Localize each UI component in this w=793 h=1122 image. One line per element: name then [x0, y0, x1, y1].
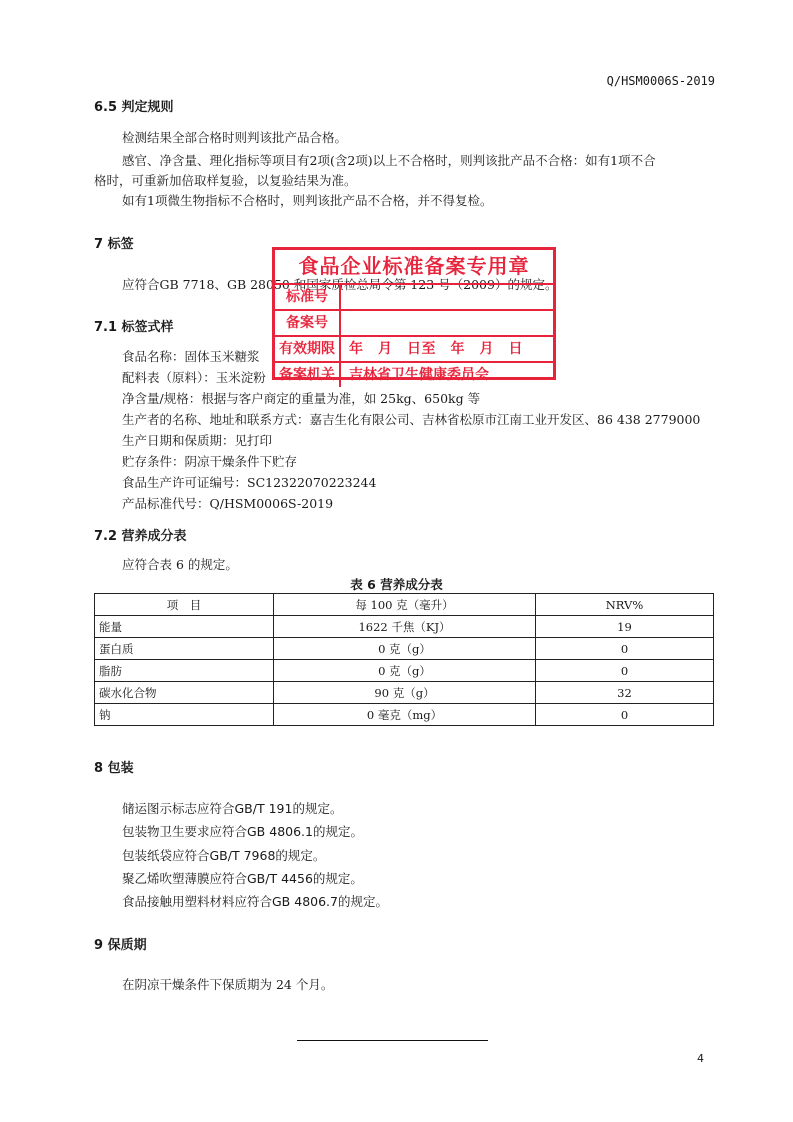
- table-header-row: [95, 594, 714, 616]
- stamp-value: [341, 285, 553, 309]
- table-cell: 脂肪: [95, 660, 274, 682]
- stamp-label: 标准号: [275, 285, 341, 309]
- column-header: 项 目: [95, 594, 274, 616]
- paragraph: 在阴凉干燥条件下保质期为 24 个月。: [122, 977, 334, 992]
- label-line: 产品标准代号：Q/HSM0006S-2019: [122, 496, 334, 511]
- table-cell: 0 毫克（mg）: [274, 704, 536, 726]
- table-cell: 能量: [95, 616, 274, 638]
- packaging-line: 包装纸袋应符合GB/T 7968的规定。: [122, 848, 326, 863]
- paragraph: 如有1项微生物指标不合格时，则判该批产品不合格，并不得复检。: [122, 193, 493, 208]
- filing-stamp: [272, 247, 556, 383]
- paragraph: 应符合表 6 的规定。: [122, 557, 238, 572]
- packaging-line: 食品接触用塑料材料应符合GB 4806.7的规定。: [122, 894, 388, 909]
- packaging-line: 包装物卫生要求应符合GB 4806.1的规定。: [122, 824, 363, 839]
- stamp-value: [341, 311, 553, 335]
- document-number: Q/HSM0006S-2019: [606, 74, 715, 88]
- table-cell: 0 克（g）: [274, 638, 536, 660]
- label-line: 净含量/规格：根据与客户商定的重量为准，如 25kg、650kg 等: [122, 391, 481, 406]
- label-line: 配料表（原料）：玉米淀粉: [122, 370, 266, 385]
- section-heading-6-5: 6.5 判定规则: [94, 100, 174, 115]
- table-cell: 90 克（g）: [274, 682, 536, 704]
- stamp-row-filing-no: [275, 311, 553, 337]
- stamp-agency-value: 吉林省卫生健康委员会: [349, 367, 489, 383]
- stamp-validity-value: 年 月 日至 年 月 日: [349, 341, 523, 357]
- table-row: [95, 704, 714, 726]
- table-cell: 0: [536, 638, 714, 660]
- stamp-label: 备案机关: [275, 363, 341, 387]
- label-line: 食品生产许可证编号：SC12322070223244: [122, 475, 377, 490]
- packaging-line: 聚乙烯吹塑薄膜应符合GB/T 4456的规定。: [122, 871, 363, 886]
- paragraph: 检测结果全部合格时则判该批产品合格。: [122, 130, 348, 145]
- paragraph: 感官、净含量、理化指标等项目有2项(含2项)以上不合格时，则判该批产品不合格：如有1项不合: [122, 153, 656, 168]
- table-row: [95, 682, 714, 704]
- paragraph: 应符合GB 7718、GB 28050 和国家质检总局令第 123 号（2009）的规定。: [122, 277, 558, 292]
- packaging-line: 储运图示标志应符合GB/T 191的规定。: [122, 801, 343, 816]
- section-heading-7: 7 标签: [94, 237, 134, 252]
- stamp-row-agency: [275, 363, 553, 387]
- table-cell: 32: [536, 682, 714, 704]
- label-line: 食品名称：固体玉米糖浆: [122, 349, 260, 364]
- table-cell: 1622 千焦（KJ）: [274, 616, 536, 638]
- column-header: NRV%: [536, 594, 714, 616]
- paragraph: 格时，可重新加倍取样复验，以复验结果为准。: [94, 173, 357, 188]
- stamp-title: 食品企业标准备案专用章: [275, 250, 553, 285]
- label-line: 贮存条件：阴凉干燥条件下贮存: [122, 454, 298, 469]
- stamp-row-standard-no: [275, 285, 553, 311]
- stamp-label: 备案号: [275, 311, 341, 335]
- table-cell: 0: [536, 660, 714, 682]
- section-heading-9: 9 保质期: [94, 938, 147, 953]
- table-cell: 蛋白质: [95, 638, 274, 660]
- table-row: [95, 660, 714, 682]
- section-heading-7-1: 7.1 标签式样: [94, 320, 174, 335]
- table-cell: 19: [536, 616, 714, 638]
- table-cell: 碳水化合物: [95, 682, 274, 704]
- stamp-label: 有效期限: [275, 337, 341, 361]
- table-row: [95, 638, 714, 660]
- column-header: 每 100 克（毫升）: [274, 594, 536, 616]
- label-line: 生产者的名称、地址和联系方式：嘉吉生化有限公司、吉林省松原市江南工业开发区、86 438 2779000: [122, 412, 701, 427]
- section-heading-8: 8 包装: [94, 761, 134, 776]
- table-cell: 钠: [95, 704, 274, 726]
- table-caption: 表 6 营养成分表: [350, 577, 443, 592]
- table-cell: 0 克（g）: [274, 660, 536, 682]
- label-line: 生产日期和保质期：见打印: [122, 433, 273, 448]
- nutrition-table: [94, 593, 714, 726]
- stamp-row-validity: [275, 337, 553, 363]
- page-number: 4: [697, 1052, 704, 1065]
- table-row: [95, 616, 714, 638]
- table-cell: 0: [536, 704, 714, 726]
- section-heading-7-2: 7.2 营养成分表: [94, 529, 187, 544]
- end-rule: [297, 1040, 488, 1041]
